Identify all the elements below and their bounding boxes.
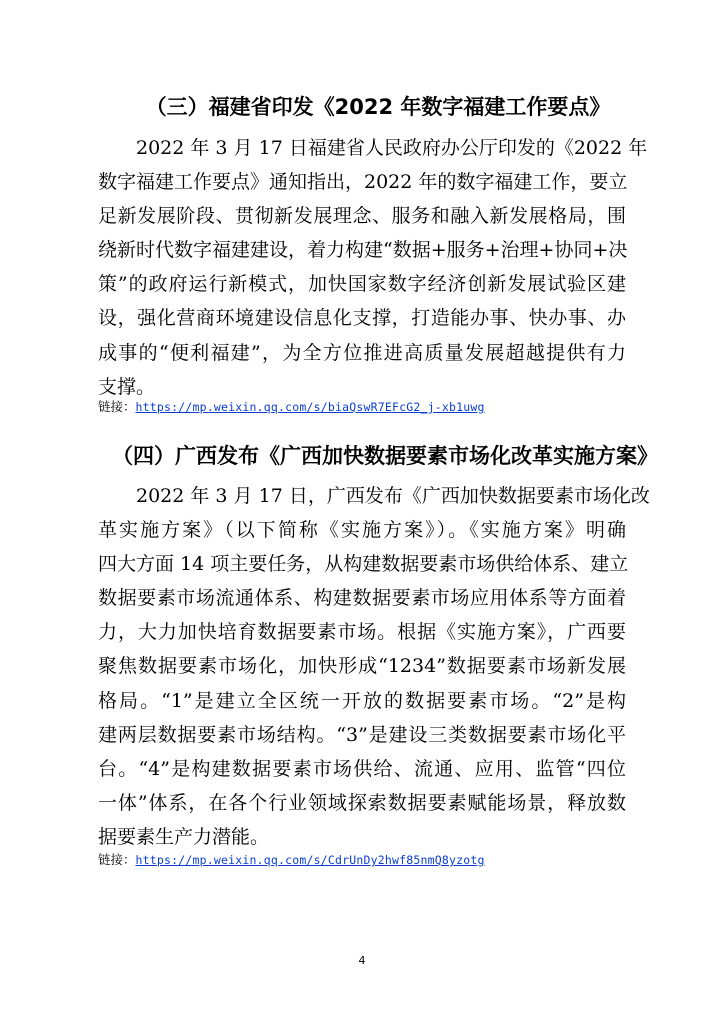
paragraph-line: 设，强化营商环境建设信息化支撑，打造能办事、快办事、办 — [98, 307, 626, 330]
paragraph-line: 格局。“1”是建立全区统一开放的数据要素市场。“2”是构 — [98, 689, 626, 712]
source-link-fujian[interactable]: https://mp.weixin.qq.com/s/biaQswR7EFcG2_j-xb1uwg — [135, 400, 485, 414]
paragraph-line: 足新发展阶段、贯彻新发展理念、服务和融入新发展格局，围 — [98, 205, 626, 228]
paragraph-line: 策”的政府运行新模式，加快国家数字经济创新发展试验区建 — [98, 273, 626, 296]
paragraph-line: 革实施方案》（以下简称《实施方案》）。《实施方案》明确 — [98, 519, 626, 542]
paragraph-line: 成事的“便利福建”，为全方位推进高质量发展超越提供有力 — [98, 341, 626, 364]
section-heading-guangxi: （四）广西发布《广西加快数据要素市场化改革实施方案》 — [112, 444, 658, 468]
link-label: 链接： — [98, 852, 136, 867]
section-heading-fujian: （三）福建省印发《2022 年数字福建工作要点》 — [145, 95, 611, 119]
source-link-row-fujian — [98, 399, 485, 415]
paragraph-line: 据要素生产力潜能。 — [98, 825, 270, 848]
paragraph-line: 建两层数据要素市场结构。“3”是建设三类数据要素市场化平 — [98, 723, 626, 746]
source-link-guangxi[interactable]: https://mp.weixin.qq.com/s/CdrUnDy2hwf85nmQ8yzotg — [135, 853, 485, 867]
link-label: 链接： — [98, 399, 136, 414]
paragraph-line: 聚焦数据要素市场化，加快形成“1234”数据要素市场新发展 — [98, 655, 626, 678]
page-number: 4 — [358, 954, 366, 967]
paragraph-line: 支撑。 — [98, 375, 156, 398]
paragraph-line: 绕新时代数字福建建设，着力构建“数据+服务+治理+协同+决 — [98, 239, 628, 262]
paragraph-line: 力，大力加快培育数据要素市场。根据《实施方案》，广西要 — [98, 621, 626, 644]
paragraph-line: 一体”体系，在各个行业领域探索数据要素赋能场景，释放数 — [98, 791, 626, 814]
paragraph-line: 台。“4”是构建数据要素市场供给、流通、应用、监管“四位 — [98, 757, 626, 780]
paragraph-line: 数据要素市场流通体系、构建数据要素市场应用体系等方面着 — [98, 587, 626, 610]
paragraph-line: 2022 年 3 月 17 日，广西发布《广西加快数据要素市场化改 — [98, 485, 650, 507]
source-link-row-guangxi — [98, 852, 485, 868]
section-paragraph-guangxi — [98, 479, 650, 854]
section-paragraph-fujian — [98, 131, 648, 404]
paragraph-line: 数字福建工作要点》通知指出，2022 年的数字福建工作，要立 — [98, 171, 628, 194]
paragraph-line: 2022 年 3 月 17 日福建省人民政府办公厅印发的《2022 年 — [98, 137, 648, 159]
paragraph-line: 四大方面 14 项主要任务，从构建数据要素市场供给体系、建立 — [98, 553, 629, 576]
